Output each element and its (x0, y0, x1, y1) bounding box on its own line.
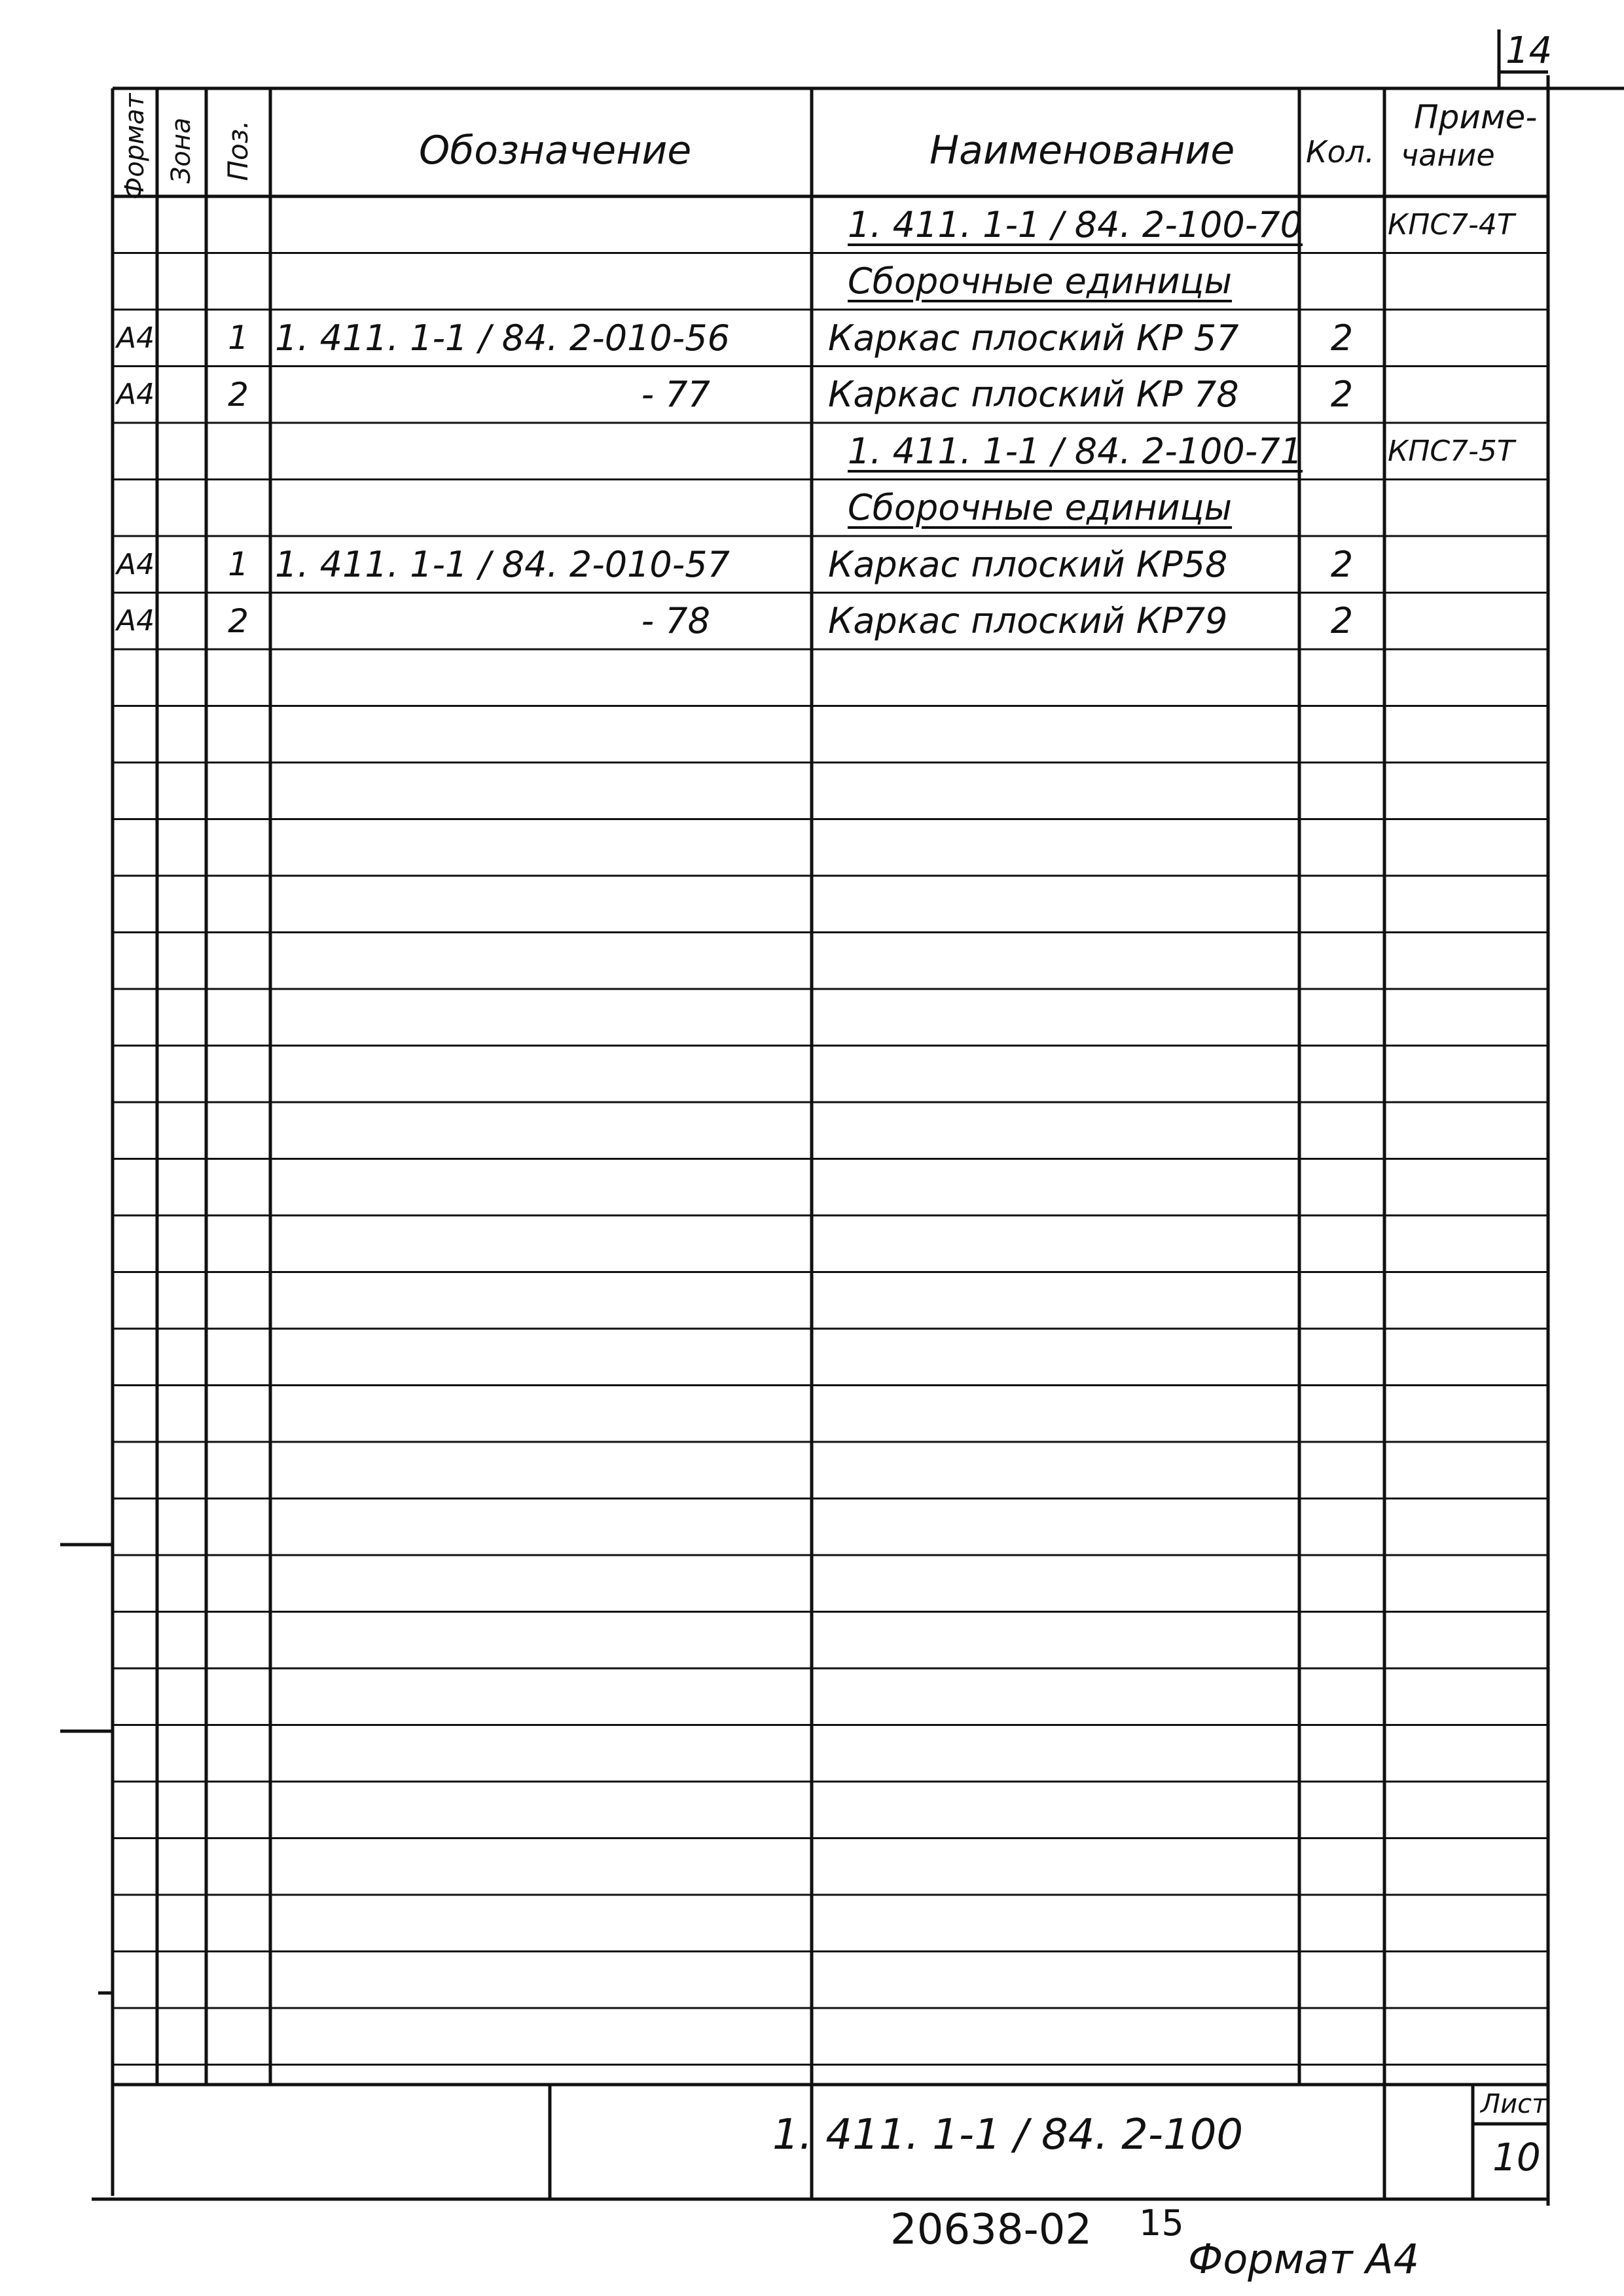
cell-name: Каркас плоский КР 78 (828, 374, 1239, 416)
cell-pos (208, 256, 268, 308)
cell-qty (1303, 482, 1381, 534)
cell-designation: - 78 (641, 600, 710, 642)
cell-designation: 1. 411. 1-1 / 84. 2-010-56 (275, 317, 730, 359)
cell-designation (275, 199, 808, 251)
cell-name: 1. 411. 1-1 / 84. 2-100-71 (848, 430, 1303, 472)
cell-name: Каркас плоский КР58 (828, 543, 1228, 585)
cell-qty: 2 (1330, 600, 1354, 642)
cell-note (1388, 256, 1545, 308)
cell-name: 1. 411. 1-1 / 84. 2-100-70 (848, 204, 1303, 245)
header-format: Формат (120, 93, 150, 200)
header-pos: Поз. (222, 120, 254, 181)
cell-note (1388, 312, 1545, 364)
cell-note (1388, 482, 1545, 534)
cell-qty: 2 (1330, 317, 1354, 359)
sheet-label: Лист (1481, 2089, 1547, 2119)
cell-pos: 2 (228, 601, 249, 640)
title-block-document-code: 1. 411. 1-1 / 84. 2-100 (772, 2111, 1244, 2159)
cell-note (1388, 539, 1545, 590)
cell-format (117, 256, 156, 308)
cell-pos: 2 (228, 375, 249, 414)
header-note-line1: Приме- (1414, 98, 1538, 136)
cell-format (117, 199, 156, 251)
header-note-line2: чание (1401, 137, 1495, 173)
cell-qty (1303, 256, 1381, 308)
header-qty: Кол. (1306, 134, 1375, 170)
cell-format: А4 (117, 604, 155, 638)
cell-pos: 1 (228, 545, 249, 584)
format-label: Формат А4 (1188, 2235, 1420, 2283)
cell-designation: - 77 (641, 374, 710, 416)
page-number: 15 (1139, 2202, 1184, 2244)
header-name: Наименование (929, 128, 1235, 173)
cell-qty: 2 (1330, 543, 1354, 585)
cell-qty (1303, 199, 1381, 251)
cell-note: КПС7-4Т (1388, 207, 1515, 242)
cell-note (1388, 596, 1545, 647)
cell-name: Каркас плоский КР 57 (828, 317, 1239, 359)
cell-name: Сборочные единицы (848, 260, 1233, 302)
cell-designation (275, 482, 808, 534)
cell-pos: 1 (228, 319, 249, 357)
cell-format (117, 482, 156, 534)
cell-note (1388, 369, 1545, 421)
archive-number: 20638-02 (890, 2206, 1092, 2254)
cell-format: А4 (117, 547, 155, 581)
cell-format: А4 (117, 321, 155, 355)
cell-format: А4 (117, 378, 155, 412)
cell-designation (275, 256, 808, 308)
cell-pos (208, 425, 268, 477)
cell-qty (1303, 425, 1381, 477)
sheet-corner-number: 14 (1506, 29, 1553, 72)
cell-note: КПС7-5Т (1388, 434, 1515, 468)
cell-format (117, 425, 156, 477)
cell-pos (208, 199, 268, 251)
cell-name: Каркас плоский КР79 (828, 600, 1228, 642)
cell-pos (208, 482, 268, 534)
header-designation: Обозначение (419, 128, 692, 173)
header-zone: Зона (166, 117, 196, 184)
cell-designation (275, 425, 808, 477)
cell-designation: 1. 411. 1-1 / 84. 2-010-57 (275, 543, 730, 585)
sheet-number: 10 (1492, 2135, 1541, 2179)
cell-name: Сборочные единицы (848, 487, 1233, 529)
cell-qty: 2 (1330, 374, 1354, 416)
